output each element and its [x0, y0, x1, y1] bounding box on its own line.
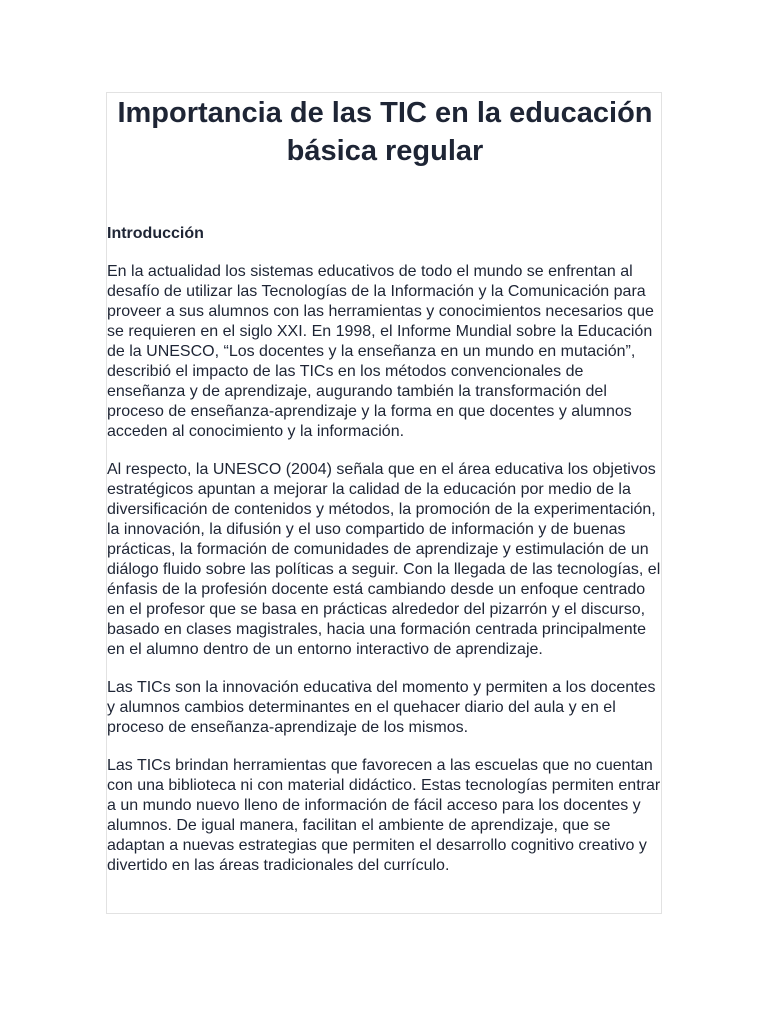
body-paragraph: Las TICs son la innovación educativa del momento y permiten a los docentes y alumnos cambios determinantes en el quehacer diario del aula y en el proceso de enseñanza-aprendizaje de los mismos. — [107, 679, 656, 736]
document-title: Importancia de las TIC en la educación básica regular — [117, 97, 653, 167]
body-paragraph: Al respecto, la UNESCO (2004) señala que en el área educativa los objetivos estratégicos apuntan a mejorar la calidad de la educación por medio de la diversificación de contenidos y métodos, la promoción de la experimentación, la innovación, la difusión y el uso compartido de información y de buenas prácticas, la formación de comunidades de aprendizaje y estimulación de un diálogo fluido sobre las políticas a seguir. Con la llegada de las tecnologías, el énfasis de la profesión docente está cambiando desde un enfoque centrado en el profesor que se basa en prácticas alrededor del pizarrón y el discurso, basado en clases magistrales, hacia una formación centrada principalmente en el alumno dentro de un entorno interactivo de aprendizaje. — [107, 461, 661, 658]
body-paragraph: Las TICs brindan herramientas que favorecen a las escuelas que no cuentan con una biblioteca ni con material didáctico. Estas tecnologías permiten entrar a un mundo nuevo lleno de información de fácil acceso para los docentes y alumnos. De igual manera, facilitan el ambiente de aprendizaje, que se adaptan a nuevas estrategias que permiten el desarrollo cognitivo creativo y divertido en las áreas tradicionales del currículo. — [107, 757, 661, 874]
section-heading: Introducción — [107, 225, 204, 242]
document-body — [107, 92, 663, 876]
body-paragraph: En la actualidad los sistemas educativos de todo el mundo se enfrentan al desafío de utilizar las Tecnologías de la Información y la Comunicación para proveer a sus alumnos con las herramientas y conocimientos necesarios que se requieren en el siglo XXI. En 1998, el Informe Mundial sobre la Educación de la UNESCO, “Los docentes y la enseñanza en un mundo en mutación”, describió el impacto de las TICs en los métodos convencionales de enseñanza y de aprendizaje, augurando también la transformación del proceso de enseñanza-aprendizaje y la forma en que docentes y alumnos acceden al conocimiento y la información. — [107, 263, 654, 440]
